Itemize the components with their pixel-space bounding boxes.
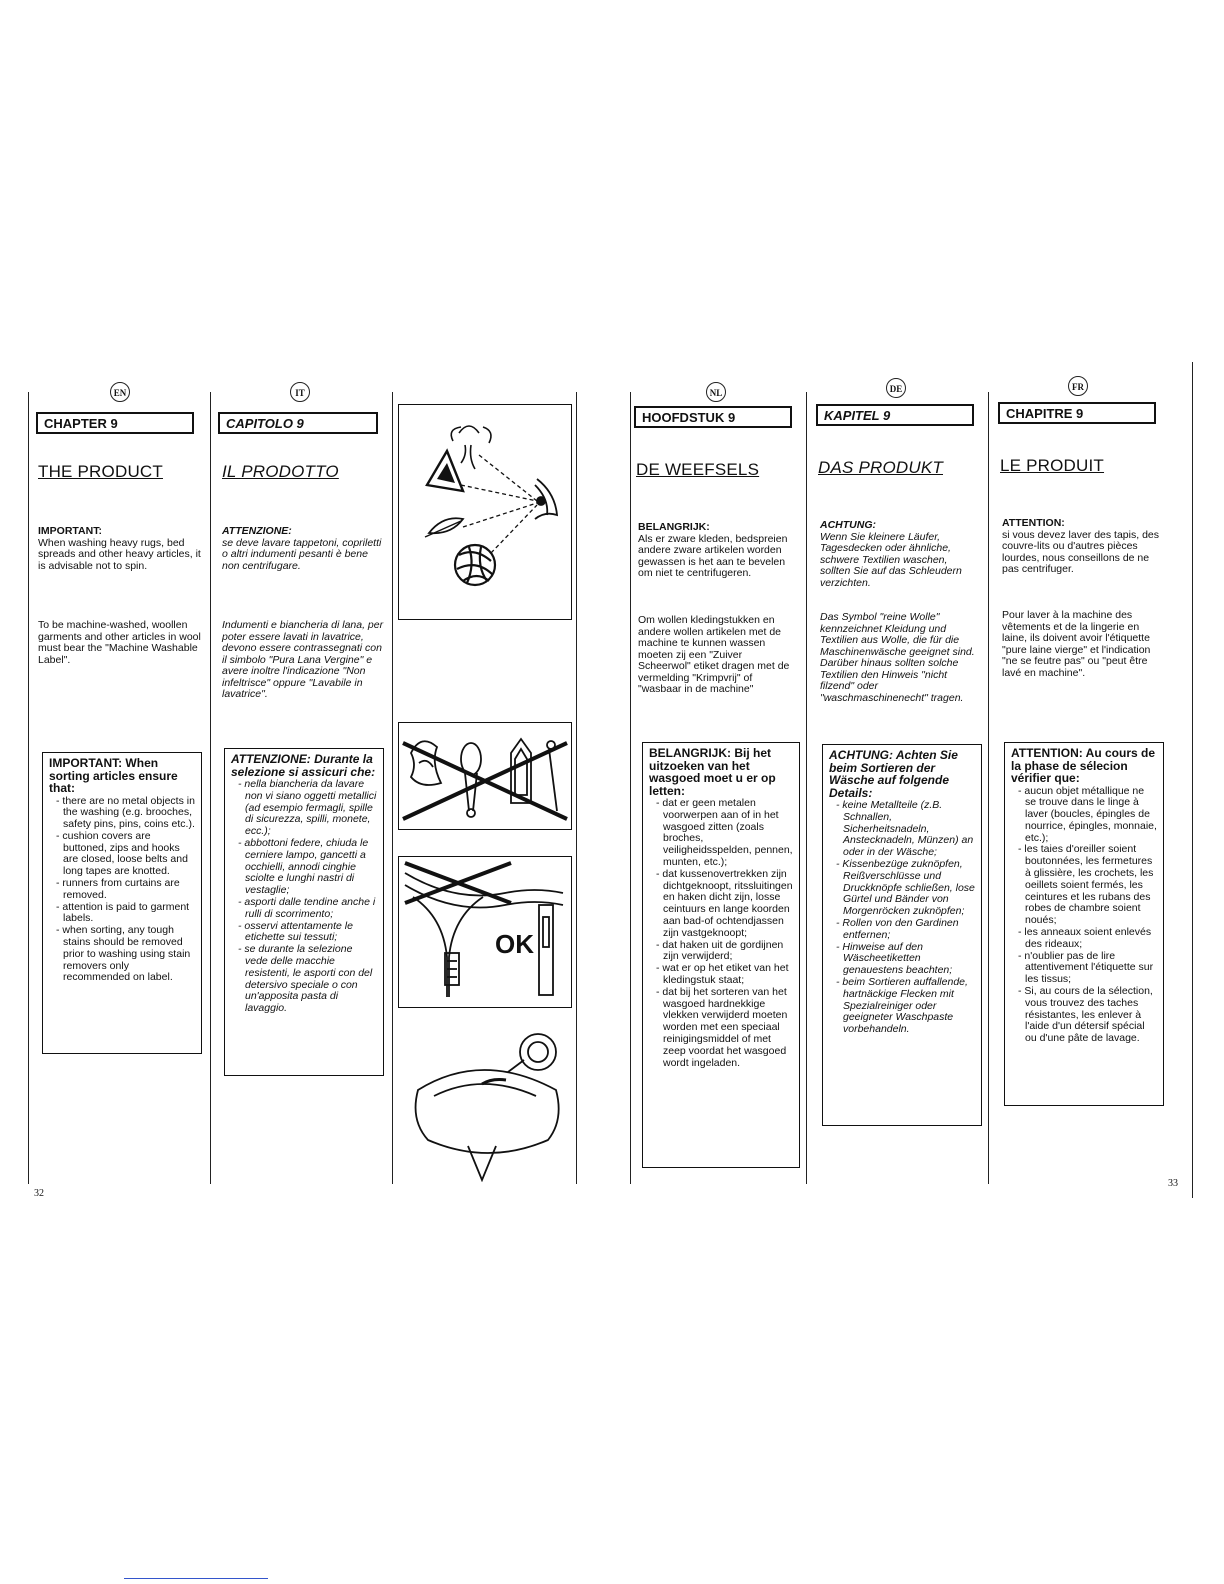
ok-label: OK xyxy=(495,929,534,959)
wool-note-it: Indumenti e biancheria di lana, per poter essere lavati in lavatrice, devono essere contrassegnati con il simbolo "Pura Lana Vergine" e avere inoltre l'indicazione "Non infeltrisce" oppure "Lavabile in lavatrice". xyxy=(222,619,384,700)
list-item: - beim Sortieren auffallende, hartnäckige Flecken mit Spezialreiniger oder geeigneter Waschpaste vorbehandeln. xyxy=(843,977,975,1036)
zipper-illustration xyxy=(398,856,572,1008)
important-note-fr xyxy=(1002,518,1166,576)
list-item: - wat er op het etiket van het kledingstuk staat; xyxy=(663,963,793,987)
chapter-heading-en: CHAPTER 9 xyxy=(36,412,194,434)
sorting-list-en xyxy=(49,796,195,985)
cross-out-mark xyxy=(403,743,567,819)
title-fr: LE PRODUIT xyxy=(1000,456,1105,475)
metal-objects-illustration xyxy=(398,722,572,830)
chapter-heading-nl: HOOFDSTUK 9 xyxy=(634,406,792,428)
flag-nl: NL xyxy=(706,382,726,402)
flag-it: IT xyxy=(290,382,310,402)
sorting-box-head-en: IMPORTANT: When sorting articles ensure that: xyxy=(49,756,178,795)
list-item: - runners from curtains are removed. xyxy=(63,878,195,902)
list-item: - dat er geen metalen voorwerpen aan of in het wasgoed zitten (zoals broches, veiligheidsspelden, pennen, munten, etc.); xyxy=(663,798,793,869)
sorting-list-de xyxy=(829,800,975,1036)
sorting-list-fr xyxy=(1011,786,1157,1046)
sorting-box-de xyxy=(822,744,982,1126)
title-de: DAS PRODUKT xyxy=(818,458,943,477)
list-item: - dat bij het sorteren van het wasgoed hardnekkige vlekken verwijderd moeten worden met een speciaal reinigingsmiddel of met zeep voordat het wasgoed wordt ingeladen. xyxy=(663,987,793,1070)
stain-removal-svg xyxy=(398,1026,572,1182)
title-en: THE PRODUCT xyxy=(38,462,163,481)
column-rule xyxy=(988,392,989,1184)
sorting-box-nl xyxy=(642,742,800,1168)
safety-pin-icon xyxy=(461,743,481,817)
column-rule xyxy=(210,392,211,1184)
bottom-rule xyxy=(124,1578,268,1579)
triangle-icon xyxy=(427,451,463,491)
important-head-de: ACHTUNG: xyxy=(820,519,876,531)
sorting-box-it xyxy=(224,748,384,1076)
sorting-box-head-fr: ATTENTION: Au cours de la phase de sélecion vérifier que: xyxy=(1011,746,1155,785)
list-item: - Kissenbezüge zuknöpfen, Reißverschlüsse und Druckknöpfe schließen, lose Gürtel und Bänder von Morgenröcken zuknöpfen; xyxy=(843,859,975,918)
list-item: - nella biancheria da lavare non vi siano oggetti metallici (ad esempio fermagli, spille di sicurezza, spilli, monete, ecc.); xyxy=(245,779,377,838)
column-rule xyxy=(630,392,631,1184)
important-body-fr: si vous devez laver des tapis, des couvre-lits ou d'autres pièces lourdes, nous conseillons de ne pas centrifuger. xyxy=(1002,528,1159,575)
title-nl: DE WEEFSELS xyxy=(636,460,760,479)
flag-fr: FR xyxy=(1068,376,1088,396)
list-item: - asporti dalle tendine anche i rulli di scorrimento; xyxy=(245,897,377,921)
important-head-fr: ATTENTION: xyxy=(1002,517,1065,529)
list-item: - se durante la selezione vede delle macchie resistenti, le asporti con del detersivo speciale o con un'apposita pasta di lavaggio. xyxy=(245,944,377,1015)
list-item: - aucun objet métallique ne se trouve dans le linge à laver (boucles, épingles de nourrice, épingles, monnaie, etc.); xyxy=(1025,786,1157,845)
sorting-box-head-it: ATTENZIONE: Durante la selezione si assicuri che: xyxy=(231,752,376,779)
important-body-en: When washing heavy rugs, bed spreads and other heavy articles, it is advisable not to spin. xyxy=(38,536,201,572)
list-item: - there are no metal objects in the washing (e.g. brooches, safety pins, pins, coins etc.). xyxy=(63,796,195,831)
title-it: IL PRODOTTO xyxy=(222,462,339,481)
sorting-box-en xyxy=(42,752,202,1054)
list-item: - les anneaux soient enlevés des rideaux; xyxy=(1025,927,1157,951)
important-head-it: ATTENZIONE: xyxy=(222,525,292,537)
zipper-svg xyxy=(399,857,570,1006)
sorting-list-nl xyxy=(649,798,793,1069)
page-number-left: 32 xyxy=(34,1188,44,1199)
list-item: - dat kussenovertrekken zijn dichtgeknoopt, ritssluitingen en haken dicht zijn, losse ceintuurs en lange koorden aan bad-of ochtendjassen zijn vastgeknoopt; xyxy=(663,869,793,940)
important-body-de: Wenn Sie kleinere Läufer, Tagesdecken oder ähnliche, schwere Textilien waschen, sollten Sie auf das Schleudern verzichten. xyxy=(820,530,962,589)
stain-removal-illustration xyxy=(398,1026,572,1182)
list-item: - keine Metallteile (z.B. Schnallen, Sicherheitsnadeln, Anstecknadeln, Münzen) an oder in der Wäsche; xyxy=(843,800,975,859)
sorting-box-head-nl: BELANGRIJK: Bij het uitzoeken van het wasgoed moet u er op letten: xyxy=(649,746,776,798)
chapter-heading-de: KAPITEL 9 xyxy=(816,404,974,426)
chapter-heading-it: CAPITOLO 9 xyxy=(218,412,378,434)
sorting-box-head-de: ACHTUNG: Achten Sie beim Sortieren der Wäsche auf folgende Details: xyxy=(829,748,958,800)
list-item: - dat haken uit de gordijnen zijn verwijderd; xyxy=(663,940,793,964)
sorting-list-it xyxy=(231,779,377,1015)
open-zipper-icon xyxy=(413,897,483,997)
list-item: - attention is paid to garment labels. xyxy=(63,902,195,926)
page-number-right: 33 xyxy=(1168,1178,1178,1189)
list-item: - n'oublier pas de lire attentivement l'étiquette sur les tissus; xyxy=(1025,951,1157,986)
list-item: - Rollen von den Gardinen entfernen; xyxy=(843,918,975,942)
important-note-nl xyxy=(638,522,798,580)
leaf-icon xyxy=(425,518,463,537)
cotton-icon xyxy=(451,426,491,469)
wool-note-fr: Pour laver à la machine des vêtements et de la lingerie en laine, ils doivent avoir l'étiquette "pure laine vierge" et l'indication "ne se feutre pas" ou "peut être lavé en machine". xyxy=(1002,609,1151,679)
fabric-symbols-svg xyxy=(399,405,570,618)
cross-out-mark xyxy=(405,863,511,903)
fabric-symbols-illustration xyxy=(398,404,572,620)
metal-objects-svg xyxy=(399,723,570,828)
flag-de: DE xyxy=(886,378,906,398)
list-item: - when sorting, any tough stains should be removed prior to washing using stain removers only recommended on label. xyxy=(63,925,195,984)
list-item: - osservi attentamente le etichette sui tessuti; xyxy=(245,921,377,945)
important-note-en xyxy=(38,526,202,572)
list-item: - cushion covers are buttoned, zips and hooks are closed, loose belts and long tapes are knotted. xyxy=(63,831,195,878)
stain-remover-bottle-icon xyxy=(508,1034,556,1072)
column-rule xyxy=(806,392,807,1184)
wool-note-de: Das Symbol "reine Wolle" kennzeichnet Kleidung und Textilien aus Wolle, die für die Maschinenwäsche geeignet sind. Darüber hinaus sollten solche Textilien den Hinweis "nicht filzend" oder "waschmaschinenecht" tragen. xyxy=(820,611,975,704)
eye-icon xyxy=(535,479,557,519)
important-body-nl: Als er zware kleden, bedspreien andere zware artikelen worden gewassen is het aan te bevelen om niet te centrifugeren. xyxy=(638,532,788,579)
flag-en: EN xyxy=(110,382,130,402)
sight-lines xyxy=(461,455,537,553)
sorting-box-fr xyxy=(1004,742,1164,1106)
list-item: - Si, au cours de la sélection, vous trouvez des taches résistantes, les enlever à l'aide d'un détersif spécial ou d'une pâte de lavage. xyxy=(1025,986,1157,1045)
list-item: - les taies d'oreiller soient boutonnées, les fermetures à glissière, les crochets, les oeillets soient fermés, les ceintures et les rubans des robes de chambre soient noués; xyxy=(1025,844,1157,927)
wool-ball-icon xyxy=(455,545,495,585)
column-rule xyxy=(392,392,393,1184)
list-item: - abbottoni federe, chiuda le cerniere lampo, gancetti a occhielli, annodi cinghie sciolte e lunghi nastri di vestaglie; xyxy=(245,838,377,897)
column-rule xyxy=(28,392,29,1184)
important-note-it xyxy=(222,526,386,572)
important-body-it: se deve lavare tappetoni, copriletti o altri indumenti pesanti è bene non centrifugare. xyxy=(222,536,382,572)
important-note-de xyxy=(820,520,980,589)
column-rule xyxy=(1192,362,1193,1198)
closed-zipper-icon xyxy=(539,905,553,995)
wool-note-en: To be machine-washed, woollen garments and other articles in wool must bear the "Machine Washable Label". xyxy=(38,619,201,666)
important-head-en: IMPORTANT: xyxy=(38,525,102,537)
wool-note-nl: Om wollen kledingstukken en andere wollen artikelen met de machine te kunnen wassen moeten zij een "Zuiver Scheerwol" etiket dragen met de vermelding "Krimpvrij" of "wasbaar in de machine" xyxy=(638,614,790,695)
column-rule xyxy=(576,392,577,1184)
list-item: - Hinweise auf den Wäscheetiketten genauestens beachten; xyxy=(843,942,975,977)
chapter-heading-fr: CHAPITRE 9 xyxy=(998,402,1156,424)
important-head-nl: BELANGRIJK: xyxy=(638,521,710,533)
